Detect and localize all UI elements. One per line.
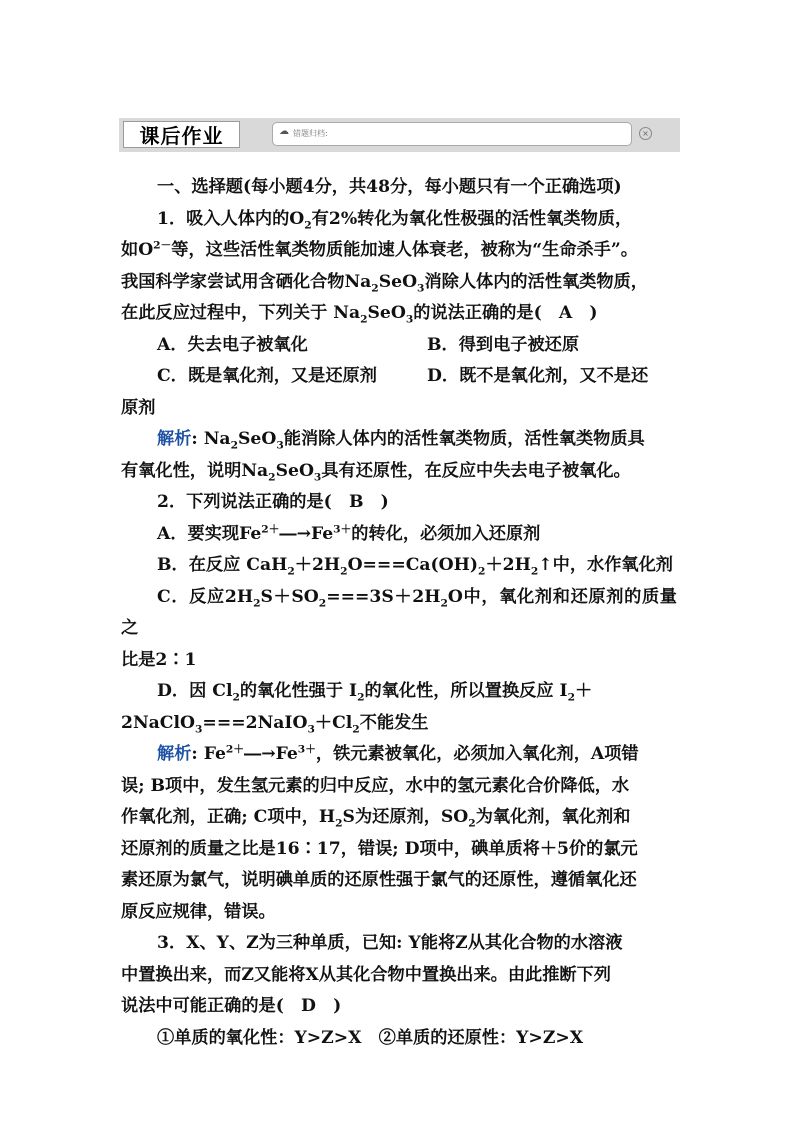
option-d-continued: 原剂 <box>121 397 156 418</box>
option-a: A．失去电子被氧化 <box>157 334 308 355</box>
section-heading: 一、选择题(每小题4分，共48分，每小题只有一个正确选项) <box>157 177 622 197</box>
option-d: D．因 $Cl_2$的氧化性强于 $I_2$的氧化性，所以置换反应 $I_2+$ <box>157 681 593 704</box>
question-1-options-cd <box>121 361 677 393</box>
question-1-analysis: 解析: $Na_2SeO_3$能消除人体内的活性氧类物质，活性氧类物质具 <box>157 429 645 452</box>
question-3-statements: ①单质的氧化性：Y>Z>X ②单质的还原性：Y>Z>X <box>157 1027 584 1048</box>
question-3-stem: 3．X、Y、Z为三种单质，已知: Y能将Z从其化合物的水溶液 <box>157 933 623 953</box>
option-d-continued: $2NaClO_3===2NaIO_3+Cl_2$不能发生 <box>121 712 429 735</box>
option-c: C．反应$2H_2S+SO_2===3S+2H_2O$中，氧化剂和还原剂的质量之 <box>121 586 677 638</box>
question-2-stem: 2．下列说法正确的是( B ) <box>157 492 389 512</box>
error-archive-field[interactable] <box>272 122 632 146</box>
page-title: 课后作业 <box>123 121 240 148</box>
option-b: B．得到电子被还原 <box>427 334 580 355</box>
option-b: B．在反应 $CaH_2+2H_2O===Ca(OH)_2+2H_2↑$中，水作氧化剂 <box>157 555 673 578</box>
question-1-options-ab <box>121 330 677 362</box>
question-2-analysis: 解析: $Fe^{2+}―\to Fe^{3+}$，铁元素被氧化，必须加入氧化剂，A项错 <box>157 742 639 764</box>
question-1-stem: 1．吸入人体内的$O_2$有2%转化为氧化性极强的活性氧类物质， <box>157 208 633 231</box>
option-a: A．要实现$Fe^{2+}―\to Fe^{3+}$的转化，必须加入还原剂 <box>157 521 541 544</box>
cloud-icon: ☁ <box>279 126 289 137</box>
option-c: C．既是氧化剂，又是还原剂 <box>157 366 377 386</box>
search-label: 错题归档: <box>293 129 328 138</box>
option-c-continued: 比是2∶1 <box>121 649 197 670</box>
option-d: D．既不是氧化剂，又不是还 <box>427 366 649 386</box>
document-body: 一、选择题(每小题4分，共48分，每小题只有一个正确选项) 1．吸入人体内的$O_2$有2%转化为氧化性极强的活性氧类物质， 如$O^{2-}$等，这些活性氧类物质能加速人体衰老，被称为“生命杀手”。 我国科学家尝试用含硒化合物$Na_2SeO_3$消除人体内的活性氧类物质， 在此反应过程中，下列关于 $Na_2SeO_3$的说法正确的是( A ) A．失去电子被氧化 B．得到电子被还原 C．既是氧化剂，又是还原剂 D．既不是氧化剂，又不是还 原剂 解析: $Na_2SeO_3$能消除人体内的活性氧类物质，活性氧类物质具 有氧化性，说明$Na_2SeO_3$具有还原性，在反应中失去电子被氧化。 2．下列说法正确的是( B ) A．要实现$Fe^{2+}―\to Fe^{3+}$的转化，必须加入还原剂 B．在反应 $CaH_2+2H_2O===Ca(OH)_2+2H_2↑$中，水作氧化剂 C．反应$2H_2S+SO_2===3S+2H_2O$中，氧化剂和还原剂的质量之 比是2∶1 D．因 $Cl_2$的氧化性强于 $I_2$的氧化性，所以置换反应 $I_2+$ $2NaClO_3===2NaIO_3+Cl_2$不能发生 解析: $Fe^{2+}―\to Fe^{3+}$，铁元素被氧化，必须加入氧化剂，A项错 误; B项中，发生氢元素的归中反应，水中的氢元素化合价降低，水 作氧化剂，正确; C项中，$H_2S$为还原剂，$SO_2$为氧化剂，氧化剂和 还原剂的质量之比是16∶17，错误; D项中，碘单质将＋5价的氯元 素还原为氯气，说明碘单质的还原性强于氯气的还原性，遵循氧化还 原反应规律，错误。 3．X、Y、Z为三种单质，已知: Y能将Z从其化合物的水溶液 中置换出来，而Z又能将X从其化合物中置换出来。由此推断下列 说法中可能正确的是( D ) ①单质的氧化性：Y>Z>X ②单质的还原性：Y>Z>X <box>121 172 677 1054</box>
section-header <box>119 118 680 152</box>
close-icon[interactable]: × <box>639 127 652 140</box>
